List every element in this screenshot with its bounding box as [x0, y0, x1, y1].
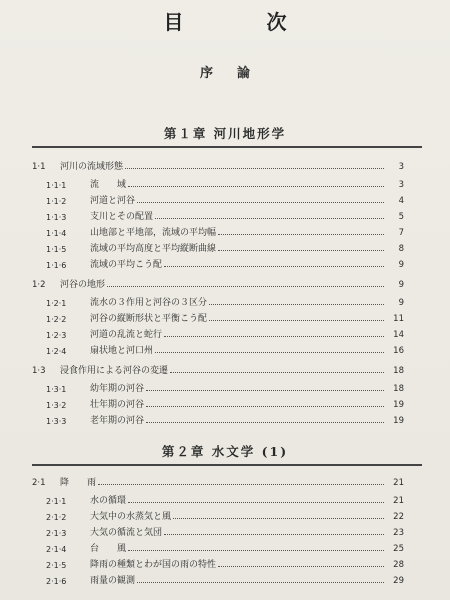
subsection-page: 8 — [398, 244, 404, 254]
leader-dots — [98, 484, 384, 485]
subsection-title: 老年期の河谷 — [90, 416, 145, 426]
subsection-number: 1·2·2 — [46, 315, 67, 324]
subsection-page: 23 — [393, 528, 404, 538]
subsection-number: 2·1·1 — [46, 497, 67, 506]
prologue-heading: 序論 — [199, 66, 274, 81]
leader-dots — [164, 336, 384, 337]
section-page: 3 — [398, 162, 404, 172]
toc-subsection — [46, 326, 404, 340]
subsection-number: 1·1·5 — [46, 245, 67, 254]
toc-subsection — [46, 492, 404, 506]
subsection-page: 9 — [398, 298, 404, 308]
subsection-title: 流域の平均高度と平均縦断曲線 — [90, 244, 217, 254]
section-number: 1·3 — [32, 366, 46, 376]
subsection-page: 4 — [398, 196, 404, 206]
chapter-1-heading: 第１章 河川地形学 — [163, 126, 287, 141]
subsection-number: 1·2·3 — [46, 331, 67, 340]
subsection-title: 扇状地と河口州 — [90, 346, 154, 356]
leader-dots — [128, 550, 384, 551]
subsection-number: 1·3·2 — [46, 401, 67, 410]
toc-subsection — [46, 396, 404, 410]
toc-subsection — [46, 224, 404, 238]
subsection-number: 2·1·2 — [46, 513, 67, 522]
leader-dots — [155, 352, 384, 353]
subsection-page: 25 — [393, 544, 404, 554]
section-page: 9 — [398, 280, 404, 290]
section-page: 18 — [393, 366, 404, 376]
leader-dots — [170, 372, 384, 373]
subsection-number: 1·1·3 — [46, 213, 67, 222]
leader-dots — [146, 390, 384, 391]
subsection-page: 9 — [398, 260, 404, 270]
leader-dots — [125, 168, 384, 169]
page-title: 目 次 — [163, 10, 325, 34]
subsection-title: 降雨の種類とわが国の雨の特性 — [90, 560, 217, 570]
toc-subsection — [46, 310, 404, 324]
subsection-page: 3 — [398, 180, 404, 190]
subsection-number: 2·1·3 — [46, 529, 67, 538]
subsection-title: 水の循環 — [90, 496, 127, 506]
section-title: 河谷の地形 — [60, 280, 106, 290]
leader-dots — [107, 286, 384, 287]
subsection-title: 流 域 — [90, 180, 127, 190]
toc-subsection — [46, 572, 404, 586]
toc-subsection — [46, 540, 404, 554]
subsection-page: 19 — [393, 416, 404, 426]
leader-dots — [164, 266, 384, 267]
subsection-page: 22 — [393, 512, 404, 522]
toc-subsection — [46, 412, 404, 426]
subsection-number: 1·1·6 — [46, 261, 67, 270]
subsection-title: 大気の循流と気団 — [90, 528, 163, 538]
toc-subsection — [46, 240, 404, 254]
subsection-number: 1·1·4 — [46, 229, 67, 238]
subsection-title: 河道と河谷 — [90, 196, 136, 206]
toc-subsection — [46, 208, 404, 222]
subsection-title: 支川とその配置 — [90, 212, 154, 222]
leader-dots — [137, 202, 384, 203]
subsection-page: 7 — [398, 228, 404, 238]
subsection-title: 流域の平均こう配 — [90, 260, 163, 270]
chapter-2-rule — [32, 464, 422, 466]
section-title: 河川の流域形態 — [60, 162, 124, 172]
toc-subsection — [46, 380, 404, 394]
subsection-page: 29 — [393, 576, 404, 586]
subsection-title: 山地部と平地部，流域の平均幅 — [90, 228, 217, 238]
toc-subsection — [46, 294, 404, 308]
subsection-number: 2·1·6 — [46, 577, 67, 586]
subsection-title: 雨量の観測 — [90, 576, 136, 586]
toc-section — [32, 474, 404, 488]
section-page: 21 — [393, 478, 404, 488]
subsection-title: 河道の乱流と蛇行 — [90, 330, 163, 340]
leader-dots — [137, 582, 384, 583]
leader-dots — [218, 566, 384, 567]
subsection-number: 1·3·1 — [46, 385, 67, 394]
section-title: 降 雨 — [60, 478, 97, 488]
subsection-number: 1·2·4 — [46, 347, 67, 356]
subsection-number: 1·3·3 — [46, 417, 67, 426]
section-number: 2·1 — [32, 478, 46, 488]
subsection-page: 5 — [398, 212, 404, 222]
toc-subsection — [46, 176, 404, 190]
subsection-number: 2·1·4 — [46, 545, 67, 554]
subsection-page: 28 — [393, 560, 404, 570]
leader-dots — [209, 304, 384, 305]
subsection-title: 流水の３作用と河谷の３区分 — [90, 298, 208, 308]
subsection-title: 幼年期の河谷 — [90, 384, 145, 394]
chapter-1-rule — [32, 146, 422, 148]
subsection-number: 1·1·2 — [46, 197, 67, 206]
toc-section — [32, 158, 404, 172]
section-number: 1·2 — [32, 280, 46, 290]
subsection-number: 1·2·1 — [46, 299, 67, 308]
toc-subsection — [46, 256, 404, 270]
section-number: 1·1 — [32, 162, 46, 172]
toc-subsection — [46, 524, 404, 538]
subsection-title: 台 風 — [90, 544, 127, 554]
subsection-page: 16 — [393, 346, 404, 356]
subsection-page: 21 — [393, 496, 404, 506]
subsection-title: 壮年期の河谷 — [90, 400, 145, 410]
toc-section — [32, 276, 404, 290]
toc-subsection — [46, 556, 404, 570]
leader-dots — [146, 406, 384, 407]
leader-dots — [128, 502, 384, 503]
toc-subsection — [46, 508, 404, 522]
subsection-title: 河谷の縦断形状と平衡こう配 — [90, 314, 208, 324]
subsection-number: 2·1·5 — [46, 561, 67, 570]
leader-dots — [218, 250, 384, 251]
chapter-2-heading: 第２章 水文学 (1) — [161, 444, 289, 459]
subsection-number: 1·1·1 — [46, 181, 67, 190]
subsection-title: 大気中の水蒸気と風 — [90, 512, 172, 522]
leader-dots — [173, 518, 384, 519]
subsection-page: 11 — [393, 314, 404, 324]
subsection-page: 14 — [393, 330, 404, 340]
toc-section — [32, 362, 404, 376]
leader-dots — [128, 186, 384, 187]
leader-dots — [164, 534, 384, 535]
section-title: 浸食作用による河谷の変遷 — [60, 366, 169, 376]
subsection-page: 19 — [393, 400, 404, 410]
leader-dots — [209, 320, 384, 321]
leader-dots — [218, 234, 384, 235]
leader-dots — [146, 422, 384, 423]
toc-subsection — [46, 342, 404, 356]
subsection-page: 18 — [393, 384, 404, 394]
leader-dots — [155, 218, 384, 219]
toc-subsection — [46, 192, 404, 206]
